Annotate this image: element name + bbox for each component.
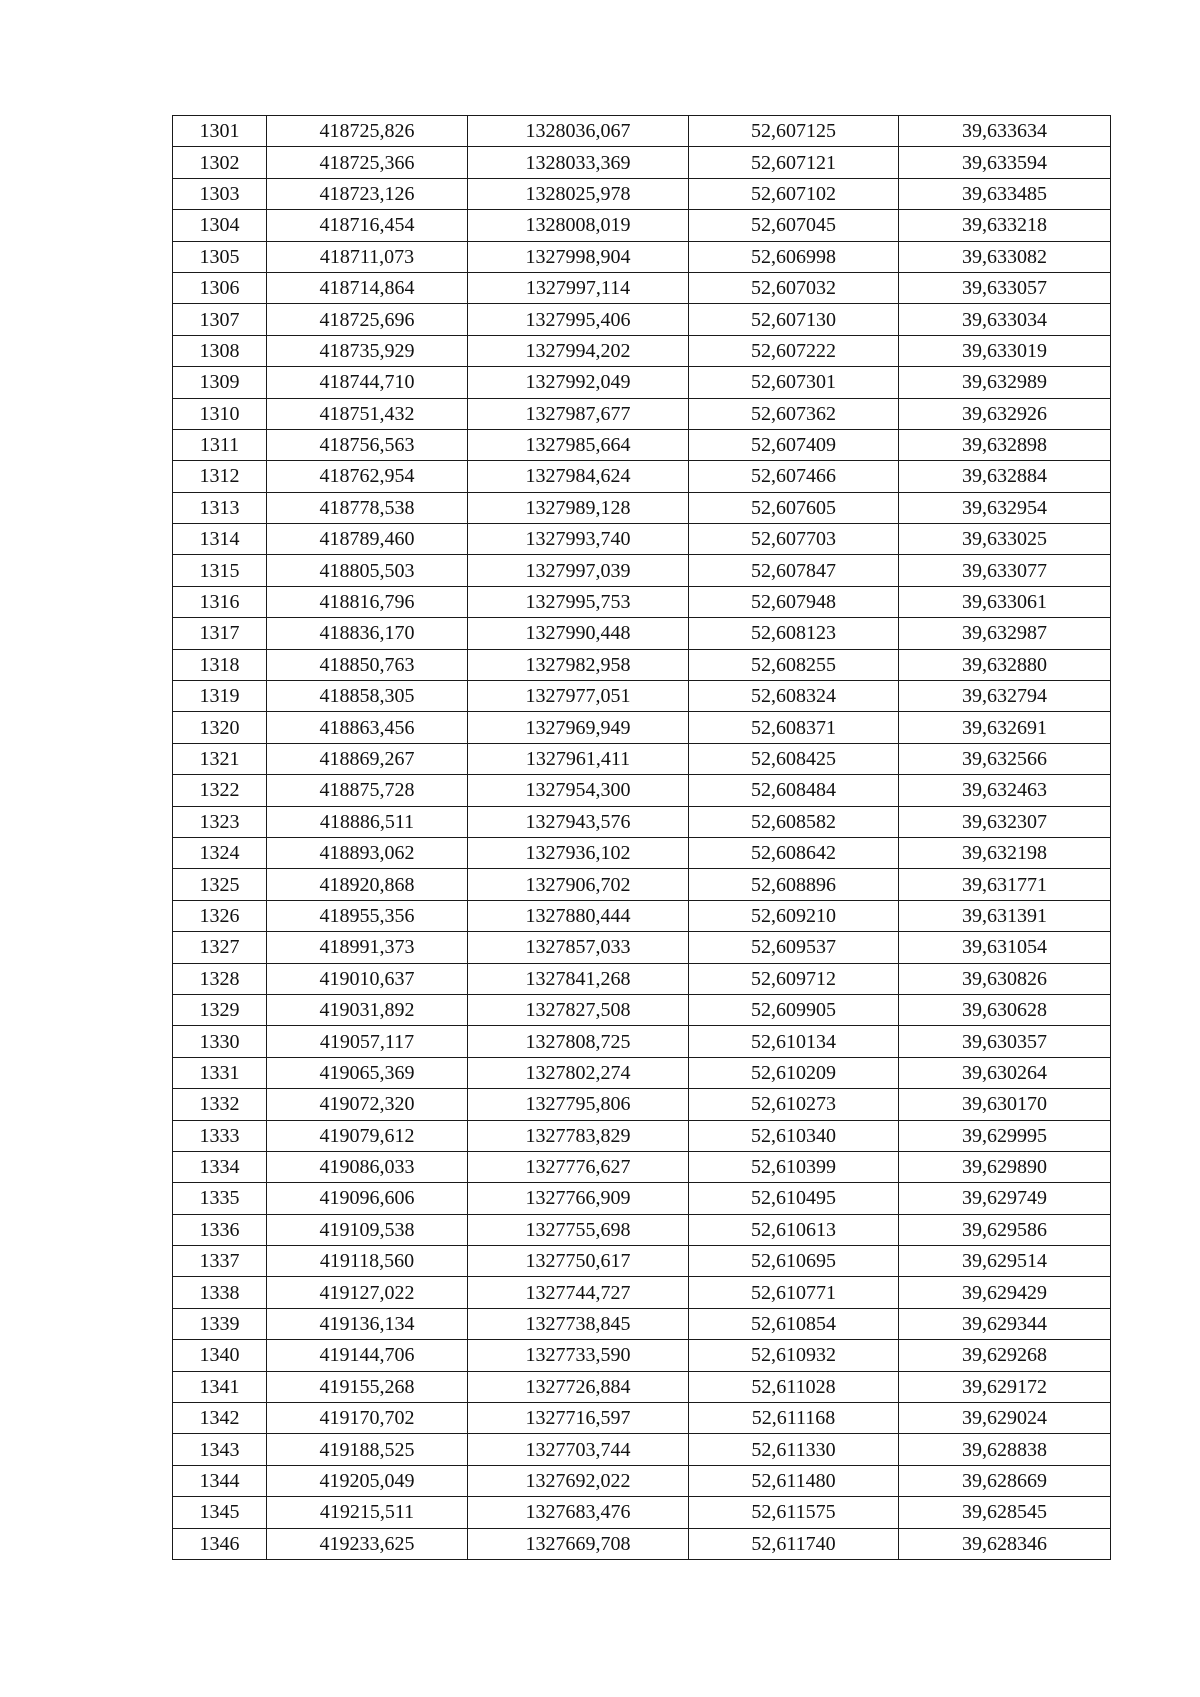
y-coordinate-cell: 1327880,444 xyxy=(468,900,689,931)
point-number-cell: 1346 xyxy=(173,1528,267,1559)
table-row xyxy=(173,1340,1111,1371)
point-number-cell: 1310 xyxy=(173,398,267,429)
y-coordinate-cell: 1327977,051 xyxy=(468,681,689,712)
y-coordinate-cell: 1327776,627 xyxy=(468,1151,689,1182)
table-row xyxy=(173,178,1111,209)
latitude-cell: 52,610495 xyxy=(689,1183,899,1214)
y-coordinate-cell: 1327750,617 xyxy=(468,1246,689,1277)
table-row xyxy=(173,586,1111,617)
latitude-cell: 52,606998 xyxy=(689,241,899,272)
table-row xyxy=(173,775,1111,806)
x-coordinate-cell: 418869,267 xyxy=(267,743,468,774)
y-coordinate-cell: 1328025,978 xyxy=(468,178,689,209)
table-row xyxy=(173,1371,1111,1402)
latitude-cell: 52,607362 xyxy=(689,398,899,429)
point-number-cell: 1323 xyxy=(173,806,267,837)
y-coordinate-cell: 1327783,829 xyxy=(468,1120,689,1151)
latitude-cell: 52,608371 xyxy=(689,712,899,743)
longitude-cell: 39,632898 xyxy=(899,429,1111,460)
x-coordinate-cell: 419188,525 xyxy=(267,1434,468,1465)
longitude-cell: 39,629344 xyxy=(899,1308,1111,1339)
y-coordinate-cell: 1327989,128 xyxy=(468,492,689,523)
x-coordinate-cell: 418920,868 xyxy=(267,869,468,900)
table-row xyxy=(173,1089,1111,1120)
point-number-cell: 1342 xyxy=(173,1403,267,1434)
point-number-cell: 1305 xyxy=(173,241,267,272)
longitude-cell: 39,629429 xyxy=(899,1277,1111,1308)
y-coordinate-cell: 1327738,845 xyxy=(468,1308,689,1339)
y-coordinate-cell: 1327995,753 xyxy=(468,586,689,617)
point-number-cell: 1344 xyxy=(173,1465,267,1496)
latitude-cell: 52,608123 xyxy=(689,618,899,649)
latitude-cell: 52,610209 xyxy=(689,1057,899,1088)
table-row xyxy=(173,304,1111,335)
table-row xyxy=(173,869,1111,900)
x-coordinate-cell: 418778,538 xyxy=(267,492,468,523)
table-row xyxy=(173,1214,1111,1245)
table-row xyxy=(173,367,1111,398)
latitude-cell: 52,610695 xyxy=(689,1246,899,1277)
point-number-cell: 1329 xyxy=(173,994,267,1025)
y-coordinate-cell: 1327994,202 xyxy=(468,335,689,366)
x-coordinate-cell: 418751,432 xyxy=(267,398,468,429)
x-coordinate-cell: 418816,796 xyxy=(267,586,468,617)
x-coordinate-cell: 419144,706 xyxy=(267,1340,468,1371)
y-coordinate-cell: 1327906,702 xyxy=(468,869,689,900)
y-coordinate-cell: 1327995,406 xyxy=(468,304,689,335)
coordinates-table xyxy=(172,115,1111,1560)
longitude-cell: 39,633634 xyxy=(899,116,1111,147)
y-coordinate-cell: 1328008,019 xyxy=(468,210,689,241)
point-number-cell: 1302 xyxy=(173,147,267,178)
table-row xyxy=(173,335,1111,366)
table-row xyxy=(173,147,1111,178)
longitude-cell: 39,631391 xyxy=(899,900,1111,931)
longitude-cell: 39,632987 xyxy=(899,618,1111,649)
table-row xyxy=(173,241,1111,272)
longitude-cell: 39,632307 xyxy=(899,806,1111,837)
point-number-cell: 1327 xyxy=(173,932,267,963)
longitude-cell: 39,630170 xyxy=(899,1089,1111,1120)
longitude-cell: 39,633025 xyxy=(899,524,1111,555)
x-coordinate-cell: 419072,320 xyxy=(267,1089,468,1120)
table-row xyxy=(173,900,1111,931)
latitude-cell: 52,610613 xyxy=(689,1214,899,1245)
latitude-cell: 52,608484 xyxy=(689,775,899,806)
x-coordinate-cell: 418744,710 xyxy=(267,367,468,398)
point-number-cell: 1316 xyxy=(173,586,267,617)
y-coordinate-cell: 1327961,411 xyxy=(468,743,689,774)
point-number-cell: 1303 xyxy=(173,178,267,209)
point-number-cell: 1324 xyxy=(173,837,267,868)
latitude-cell: 52,608425 xyxy=(689,743,899,774)
latitude-cell: 52,609210 xyxy=(689,900,899,931)
y-coordinate-cell: 1327744,727 xyxy=(468,1277,689,1308)
longitude-cell: 39,630264 xyxy=(899,1057,1111,1088)
x-coordinate-cell: 419109,538 xyxy=(267,1214,468,1245)
x-coordinate-cell: 418762,954 xyxy=(267,461,468,492)
point-number-cell: 1313 xyxy=(173,492,267,523)
point-number-cell: 1319 xyxy=(173,681,267,712)
longitude-cell: 39,632884 xyxy=(899,461,1111,492)
y-coordinate-cell: 1327985,664 xyxy=(468,429,689,460)
longitude-cell: 39,629586 xyxy=(899,1214,1111,1245)
longitude-cell: 39,632691 xyxy=(899,712,1111,743)
x-coordinate-cell: 418725,826 xyxy=(267,116,468,147)
point-number-cell: 1335 xyxy=(173,1183,267,1214)
point-number-cell: 1309 xyxy=(173,367,267,398)
table-row xyxy=(173,1308,1111,1339)
y-coordinate-cell: 1327992,049 xyxy=(468,367,689,398)
x-coordinate-cell: 419086,033 xyxy=(267,1151,468,1182)
y-coordinate-cell: 1327795,806 xyxy=(468,1089,689,1120)
latitude-cell: 52,607847 xyxy=(689,555,899,586)
y-coordinate-cell: 1327802,274 xyxy=(468,1057,689,1088)
point-number-cell: 1318 xyxy=(173,649,267,680)
longitude-cell: 39,633077 xyxy=(899,555,1111,586)
x-coordinate-cell: 419136,134 xyxy=(267,1308,468,1339)
y-coordinate-cell: 1327982,958 xyxy=(468,649,689,680)
point-number-cell: 1311 xyxy=(173,429,267,460)
point-number-cell: 1332 xyxy=(173,1089,267,1120)
latitude-cell: 52,607605 xyxy=(689,492,899,523)
longitude-cell: 39,629268 xyxy=(899,1340,1111,1371)
table-row xyxy=(173,429,1111,460)
point-number-cell: 1345 xyxy=(173,1497,267,1528)
y-coordinate-cell: 1327997,114 xyxy=(468,272,689,303)
table-row xyxy=(173,1026,1111,1057)
longitude-cell: 39,633082 xyxy=(899,241,1111,272)
y-coordinate-cell: 1327827,508 xyxy=(468,994,689,1025)
point-number-cell: 1301 xyxy=(173,116,267,147)
latitude-cell: 52,607948 xyxy=(689,586,899,617)
x-coordinate-cell: 418725,696 xyxy=(267,304,468,335)
latitude-cell: 52,609712 xyxy=(689,963,899,994)
longitude-cell: 39,633218 xyxy=(899,210,1111,241)
latitude-cell: 52,611740 xyxy=(689,1528,899,1559)
table-row xyxy=(173,963,1111,994)
table-row xyxy=(173,272,1111,303)
longitude-cell: 39,631771 xyxy=(899,869,1111,900)
latitude-cell: 52,607222 xyxy=(689,335,899,366)
point-number-cell: 1325 xyxy=(173,869,267,900)
x-coordinate-cell: 419233,625 xyxy=(267,1528,468,1559)
table-row xyxy=(173,1151,1111,1182)
latitude-cell: 52,610340 xyxy=(689,1120,899,1151)
longitude-cell: 39,633019 xyxy=(899,335,1111,366)
longitude-cell: 39,633594 xyxy=(899,147,1111,178)
table-row xyxy=(173,1277,1111,1308)
y-coordinate-cell: 1327766,909 xyxy=(468,1183,689,1214)
table-row xyxy=(173,1528,1111,1559)
y-coordinate-cell: 1327669,708 xyxy=(468,1528,689,1559)
x-coordinate-cell: 418863,456 xyxy=(267,712,468,743)
y-coordinate-cell: 1327990,448 xyxy=(468,618,689,649)
latitude-cell: 52,607409 xyxy=(689,429,899,460)
point-number-cell: 1320 xyxy=(173,712,267,743)
point-number-cell: 1321 xyxy=(173,743,267,774)
longitude-cell: 39,629514 xyxy=(899,1246,1111,1277)
y-coordinate-cell: 1327984,624 xyxy=(468,461,689,492)
longitude-cell: 39,632880 xyxy=(899,649,1111,680)
point-number-cell: 1338 xyxy=(173,1277,267,1308)
longitude-cell: 39,633057 xyxy=(899,272,1111,303)
x-coordinate-cell: 419205,049 xyxy=(267,1465,468,1496)
table-row xyxy=(173,524,1111,555)
longitude-cell: 39,630357 xyxy=(899,1026,1111,1057)
y-coordinate-cell: 1327987,677 xyxy=(468,398,689,429)
latitude-cell: 52,607102 xyxy=(689,178,899,209)
x-coordinate-cell: 418991,373 xyxy=(267,932,468,963)
table-row xyxy=(173,1434,1111,1465)
y-coordinate-cell: 1327703,744 xyxy=(468,1434,689,1465)
point-number-cell: 1315 xyxy=(173,555,267,586)
table-row xyxy=(173,210,1111,241)
point-number-cell: 1337 xyxy=(173,1246,267,1277)
table-row xyxy=(173,806,1111,837)
point-number-cell: 1334 xyxy=(173,1151,267,1182)
point-number-cell: 1340 xyxy=(173,1340,267,1371)
latitude-cell: 52,608896 xyxy=(689,869,899,900)
longitude-cell: 39,631054 xyxy=(899,932,1111,963)
longitude-cell: 39,632198 xyxy=(899,837,1111,868)
x-coordinate-cell: 419057,117 xyxy=(267,1026,468,1057)
latitude-cell: 52,608642 xyxy=(689,837,899,868)
point-number-cell: 1343 xyxy=(173,1434,267,1465)
point-number-cell: 1341 xyxy=(173,1371,267,1402)
table-row xyxy=(173,555,1111,586)
longitude-cell: 39,632954 xyxy=(899,492,1111,523)
x-coordinate-cell: 418886,511 xyxy=(267,806,468,837)
longitude-cell: 39,630826 xyxy=(899,963,1111,994)
table-row xyxy=(173,994,1111,1025)
latitude-cell: 52,609537 xyxy=(689,932,899,963)
latitude-cell: 52,610134 xyxy=(689,1026,899,1057)
y-coordinate-cell: 1328036,067 xyxy=(468,116,689,147)
longitude-cell: 39,629995 xyxy=(899,1120,1111,1151)
table-row xyxy=(173,1246,1111,1277)
longitude-cell: 39,629749 xyxy=(899,1183,1111,1214)
table-row xyxy=(173,1403,1111,1434)
x-coordinate-cell: 419170,702 xyxy=(267,1403,468,1434)
y-coordinate-cell: 1327733,590 xyxy=(468,1340,689,1371)
table-row xyxy=(173,618,1111,649)
y-coordinate-cell: 1327997,039 xyxy=(468,555,689,586)
x-coordinate-cell: 419065,369 xyxy=(267,1057,468,1088)
y-coordinate-cell: 1327936,102 xyxy=(468,837,689,868)
latitude-cell: 52,607125 xyxy=(689,116,899,147)
x-coordinate-cell: 419127,022 xyxy=(267,1277,468,1308)
point-number-cell: 1331 xyxy=(173,1057,267,1088)
y-coordinate-cell: 1328033,369 xyxy=(468,147,689,178)
y-coordinate-cell: 1327954,300 xyxy=(468,775,689,806)
longitude-cell: 39,628346 xyxy=(899,1528,1111,1559)
latitude-cell: 52,609905 xyxy=(689,994,899,1025)
x-coordinate-cell: 419096,606 xyxy=(267,1183,468,1214)
table-row xyxy=(173,492,1111,523)
point-number-cell: 1314 xyxy=(173,524,267,555)
y-coordinate-cell: 1327943,576 xyxy=(468,806,689,837)
y-coordinate-cell: 1327993,740 xyxy=(468,524,689,555)
x-coordinate-cell: 419215,511 xyxy=(267,1497,468,1528)
longitude-cell: 39,628838 xyxy=(899,1434,1111,1465)
latitude-cell: 52,610932 xyxy=(689,1340,899,1371)
latitude-cell: 52,608255 xyxy=(689,649,899,680)
table-row xyxy=(173,712,1111,743)
longitude-cell: 39,629024 xyxy=(899,1403,1111,1434)
table-row xyxy=(173,1497,1111,1528)
x-coordinate-cell: 418735,929 xyxy=(267,335,468,366)
latitude-cell: 52,607121 xyxy=(689,147,899,178)
latitude-cell: 52,611330 xyxy=(689,1434,899,1465)
point-number-cell: 1330 xyxy=(173,1026,267,1057)
longitude-cell: 39,628669 xyxy=(899,1465,1111,1496)
latitude-cell: 52,611480 xyxy=(689,1465,899,1496)
y-coordinate-cell: 1327755,698 xyxy=(468,1214,689,1245)
x-coordinate-cell: 418850,763 xyxy=(267,649,468,680)
longitude-cell: 39,632794 xyxy=(899,681,1111,712)
table-row xyxy=(173,398,1111,429)
latitude-cell: 52,610854 xyxy=(689,1308,899,1339)
table-row xyxy=(173,932,1111,963)
x-coordinate-cell: 418723,126 xyxy=(267,178,468,209)
x-coordinate-cell: 418836,170 xyxy=(267,618,468,649)
y-coordinate-cell: 1327857,033 xyxy=(468,932,689,963)
longitude-cell: 39,632926 xyxy=(899,398,1111,429)
latitude-cell: 52,607301 xyxy=(689,367,899,398)
x-coordinate-cell: 418858,305 xyxy=(267,681,468,712)
longitude-cell: 39,632566 xyxy=(899,743,1111,774)
latitude-cell: 52,607703 xyxy=(689,524,899,555)
point-number-cell: 1322 xyxy=(173,775,267,806)
point-number-cell: 1336 xyxy=(173,1214,267,1245)
y-coordinate-cell: 1327716,597 xyxy=(468,1403,689,1434)
point-number-cell: 1326 xyxy=(173,900,267,931)
latitude-cell: 52,610399 xyxy=(689,1151,899,1182)
y-coordinate-cell: 1327692,022 xyxy=(468,1465,689,1496)
table-row xyxy=(173,837,1111,868)
table-row xyxy=(173,681,1111,712)
point-number-cell: 1328 xyxy=(173,963,267,994)
point-number-cell: 1307 xyxy=(173,304,267,335)
longitude-cell: 39,629172 xyxy=(899,1371,1111,1402)
longitude-cell: 39,633034 xyxy=(899,304,1111,335)
x-coordinate-cell: 419118,560 xyxy=(267,1246,468,1277)
x-coordinate-cell: 418716,454 xyxy=(267,210,468,241)
latitude-cell: 52,607045 xyxy=(689,210,899,241)
table-row xyxy=(173,1183,1111,1214)
x-coordinate-cell: 418955,356 xyxy=(267,900,468,931)
point-number-cell: 1306 xyxy=(173,272,267,303)
x-coordinate-cell: 419010,637 xyxy=(267,963,468,994)
table-row xyxy=(173,1465,1111,1496)
longitude-cell: 39,630628 xyxy=(899,994,1111,1025)
table-row xyxy=(173,1120,1111,1151)
x-coordinate-cell: 418789,460 xyxy=(267,524,468,555)
latitude-cell: 52,608324 xyxy=(689,681,899,712)
longitude-cell: 39,632463 xyxy=(899,775,1111,806)
x-coordinate-cell: 418893,062 xyxy=(267,837,468,868)
y-coordinate-cell: 1327969,949 xyxy=(468,712,689,743)
table-row xyxy=(173,116,1111,147)
table-row xyxy=(173,1057,1111,1088)
point-number-cell: 1308 xyxy=(173,335,267,366)
latitude-cell: 52,608582 xyxy=(689,806,899,837)
latitude-cell: 52,610273 xyxy=(689,1089,899,1120)
x-coordinate-cell: 419031,892 xyxy=(267,994,468,1025)
latitude-cell: 52,607466 xyxy=(689,461,899,492)
y-coordinate-cell: 1327841,268 xyxy=(468,963,689,994)
x-coordinate-cell: 418725,366 xyxy=(267,147,468,178)
latitude-cell: 52,607130 xyxy=(689,304,899,335)
point-number-cell: 1304 xyxy=(173,210,267,241)
longitude-cell: 39,629890 xyxy=(899,1151,1111,1182)
y-coordinate-cell: 1327998,904 xyxy=(468,241,689,272)
point-number-cell: 1333 xyxy=(173,1120,267,1151)
x-coordinate-cell: 418756,563 xyxy=(267,429,468,460)
latitude-cell: 52,610771 xyxy=(689,1277,899,1308)
longitude-cell: 39,633061 xyxy=(899,586,1111,617)
x-coordinate-cell: 418711,073 xyxy=(267,241,468,272)
longitude-cell: 39,628545 xyxy=(899,1497,1111,1528)
table-row xyxy=(173,461,1111,492)
point-number-cell: 1317 xyxy=(173,618,267,649)
latitude-cell: 52,611168 xyxy=(689,1403,899,1434)
y-coordinate-cell: 1327683,476 xyxy=(468,1497,689,1528)
x-coordinate-cell: 418714,864 xyxy=(267,272,468,303)
latitude-cell: 52,611028 xyxy=(689,1371,899,1402)
latitude-cell: 52,611575 xyxy=(689,1497,899,1528)
latitude-cell: 52,607032 xyxy=(689,272,899,303)
x-coordinate-cell: 418875,728 xyxy=(267,775,468,806)
longitude-cell: 39,633485 xyxy=(899,178,1111,209)
x-coordinate-cell: 419155,268 xyxy=(267,1371,468,1402)
table-row xyxy=(173,743,1111,774)
y-coordinate-cell: 1327808,725 xyxy=(468,1026,689,1057)
longitude-cell: 39,632989 xyxy=(899,367,1111,398)
x-coordinate-cell: 418805,503 xyxy=(267,555,468,586)
point-number-cell: 1312 xyxy=(173,461,267,492)
table-row xyxy=(173,649,1111,680)
x-coordinate-cell: 419079,612 xyxy=(267,1120,468,1151)
point-number-cell: 1339 xyxy=(173,1308,267,1339)
y-coordinate-cell: 1327726,884 xyxy=(468,1371,689,1402)
coordinates-table-body xyxy=(173,116,1111,1560)
